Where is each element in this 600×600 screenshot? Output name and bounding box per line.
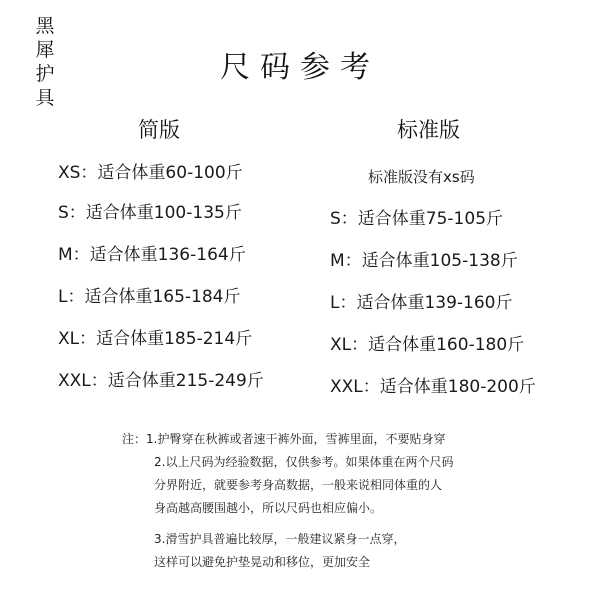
- notes-section: [122, 428, 522, 574]
- size-row: XXL：适合体重215-249斤: [58, 371, 264, 391]
- note-line: 注：1.护臀穿在秋裤或者速干裤外面，雪裤里面，不要贴身穿: [122, 432, 446, 446]
- standard-version-heading: 标准版: [397, 118, 460, 142]
- size-row: XXL：适合体重180-200斤: [330, 377, 536, 397]
- page-title: 尺码参考: [220, 50, 380, 85]
- brand-char: 犀: [35, 39, 55, 61]
- brand-char: 黑: [35, 15, 55, 37]
- brand-char: 护: [35, 63, 55, 85]
- simple-version-size-list: [58, 162, 308, 412]
- size-row: M：适合体重136-164斤: [58, 245, 246, 265]
- size-row: XL：适合体重185-214斤: [58, 329, 253, 349]
- standard-version-size-list: [330, 166, 580, 418]
- size-row: S：适合体重100-135斤: [58, 203, 242, 223]
- note-line: 分界附近，就要参考身高数据，一般来说相同体重的人: [154, 478, 443, 492]
- size-row: S：适合体重75-105斤: [330, 209, 504, 229]
- no-xs-note: 标准版没有xs码: [368, 168, 475, 186]
- size-row: L：适合体重165-184斤: [58, 287, 241, 307]
- note-line: 2.以上尺码为经验数据，仅供参考。如果体重在两个尺码: [154, 455, 454, 469]
- brand-char: 具: [35, 87, 55, 109]
- size-row: XL：适合体重160-180斤: [330, 335, 525, 355]
- simple-version-heading: 简版: [138, 118, 180, 142]
- size-row: XS：适合体重60-100斤: [58, 163, 243, 183]
- note-line: 3.滑雪护具普遍比较厚，一般建议紧身一点穿，: [154, 532, 406, 546]
- note-line: 身高越高腰围越小，所以尺码也相应偏小。: [154, 501, 383, 515]
- note-line: 这样可以避免护垫晃动和移位，更加安全: [154, 555, 371, 569]
- note-gap: [122, 520, 522, 528]
- size-row: M：适合体重105-138斤: [330, 251, 518, 271]
- size-row: L：适合体重139-160斤: [330, 293, 513, 313]
